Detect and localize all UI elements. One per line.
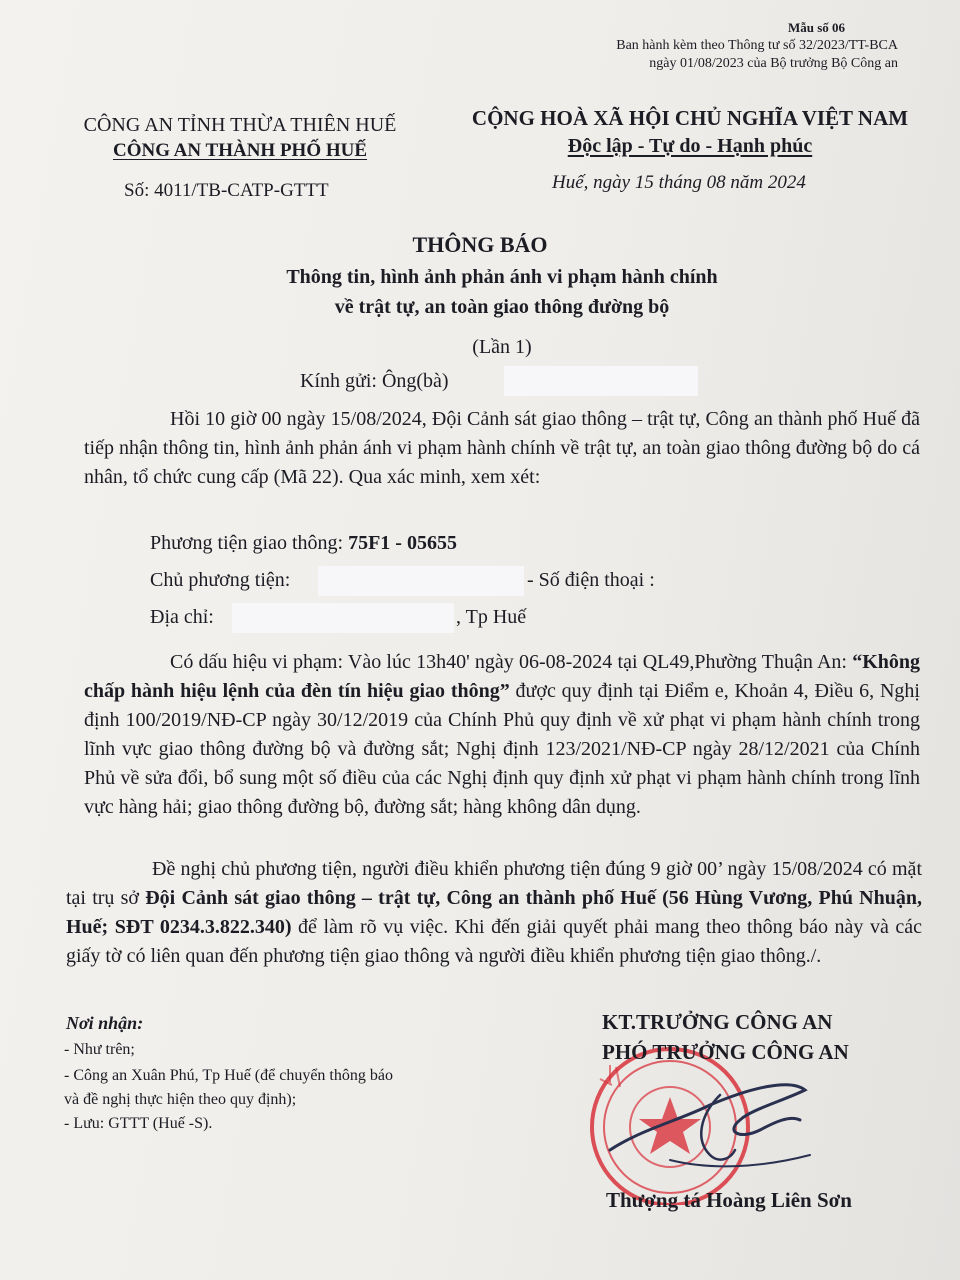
request-text-2: để làm rõ vụ việc. Khi đến giải quyết phải mang theo thông báo này và các giấy tờ có liên quan đến phương tiện giao thông và người điều khiển phương tiện giao thông./.	[66, 916, 923, 967]
owner-label: Chủ phương tiện:	[150, 569, 291, 591]
phone-label: - Số điện thoại :	[527, 569, 655, 591]
place-date: Huế, ngày 15 tháng 08 năm 2024	[552, 172, 806, 193]
nation-motto: Độc lập - Tự do - Hạnh phúc	[567, 135, 813, 157]
nation-name: CỘNG HOÀ XÃ HỘI CHỦ NGHĨA VIỆT NAM	[471, 106, 909, 130]
vehicle-label: Phương tiện giao thông:	[150, 532, 349, 554]
redaction-recipient	[504, 366, 698, 396]
notice-count: (Lần 1)	[472, 336, 532, 358]
agency-block	[68, 112, 412, 164]
recipients-title: Nơi nhận:	[66, 1013, 144, 1033]
request-office: Đội Cảnh sát giao thông – trật tự, Công an thành phố Huế (56 Hùng Vương, Phú Nhuận, Huế; SĐT 0234.3.822.340)	[66, 887, 922, 938]
agency-name: CÔNG AN THÀNH PHỐ HUẾ	[112, 140, 368, 161]
form-issuance-line: Ban hành kèm theo Thông tư số 32/2023/TT-BCA	[616, 38, 898, 53]
request-paragraph	[66, 855, 922, 971]
greeting: Kính gửi: Ông(bà)	[300, 370, 449, 392]
national-header	[448, 104, 932, 160]
recipient-line-2: - Công an Xuân Phú, Tp Huế (để chuyển thông báo	[64, 1067, 393, 1084]
document-number: Số: 4011/TB-CATP-GTTT	[124, 180, 329, 201]
violation-paragraph	[84, 648, 920, 822]
violation-text-1: Có dấu hiệu vi phạm: Vào lúc 13h40' ngày 06-08-2024 tại QL49,Phường Thuận An:	[170, 651, 853, 673]
violation-text-2: được quy định tại Điểm e, Khoản 4, Điều 6, Nghị định 100/2019/NĐ-CP ngày 30/12/2019 của Chính Phủ quy định về xử phạt vi phạm hành chính trong lĩnh vực giao thông đường bộ và đường sắt; Nghị định 123/2021/NĐ-CP ngày 28/12/2021 của Chính Phủ về sửa đổi, bổ sung một số điều của các Nghị định quy định xử phạt vi phạm hành chính trong lĩnh vực hàng hải; giao thông đường bộ, đường sắt; hàng không dân dụng.	[84, 680, 920, 818]
signature-title-2: PHÓ TRƯỞNG CÔNG AN	[602, 1040, 849, 1064]
address-suffix: , Tp Huế	[456, 606, 527, 628]
recipient-line-3: và đề nghị thực hiện theo quy định);	[64, 1091, 297, 1108]
intro-text: Hồi 10 giờ 00 ngày 15/08/2024, Đội Cảnh sát giao thông – trật tự, Công an thành phố Huế đã tiếp nhận thông tin, hình ảnh phản ánh vi phạm hành chính về trật tự, an toàn giao thông đường bộ do cá nhân, tổ chức cung cấp (Mã 22). Qua xác minh, xem xét:	[84, 408, 920, 488]
request-text-1: Đề nghị chủ phương tiện, người điều khiển phương tiện đúng 9 giờ 00’ ngày 15/08/2024 có mặt tại trụ sở	[66, 858, 922, 909]
vehicle-line	[150, 532, 457, 555]
handwritten-signature-icon	[600, 1060, 820, 1180]
redaction-owner	[318, 566, 524, 596]
vehicle-plate: 75F1 - 05655	[348, 532, 457, 554]
signature-title-1: KT.TRƯỞNG CÔNG AN	[602, 1010, 833, 1034]
recipient-line-1: - Như trên;	[64, 1041, 135, 1058]
address-label: Địa chỉ:	[150, 606, 214, 628]
document-subtitle-1: Thông tin, hình ảnh phản ánh vi phạm hành chính	[286, 266, 718, 288]
document-title: THÔNG BÁO	[412, 232, 548, 257]
redaction-address	[232, 603, 454, 633]
form-number: Mẫu số 06	[787, 20, 845, 35]
recipient-line-4: - Lưu: GTTT (Huế -S).	[64, 1115, 213, 1132]
form-issuance-date: ngày 01/08/2023 của Bộ trưởng Bộ Công an	[649, 56, 898, 71]
violation-description: “Không chấp hành hiệu lệnh của đèn tín hiệu giao thông”	[84, 651, 920, 702]
signer-name: Thượng tá Hoàng Liên Sơn	[606, 1188, 852, 1212]
agency-parent: CÔNG AN TỈNH THỪA THIÊN HUẾ	[83, 114, 397, 136]
intro-paragraph	[84, 405, 920, 492]
document-subtitle-2: về trật tự, an toàn giao thông đường bộ	[334, 296, 670, 318]
